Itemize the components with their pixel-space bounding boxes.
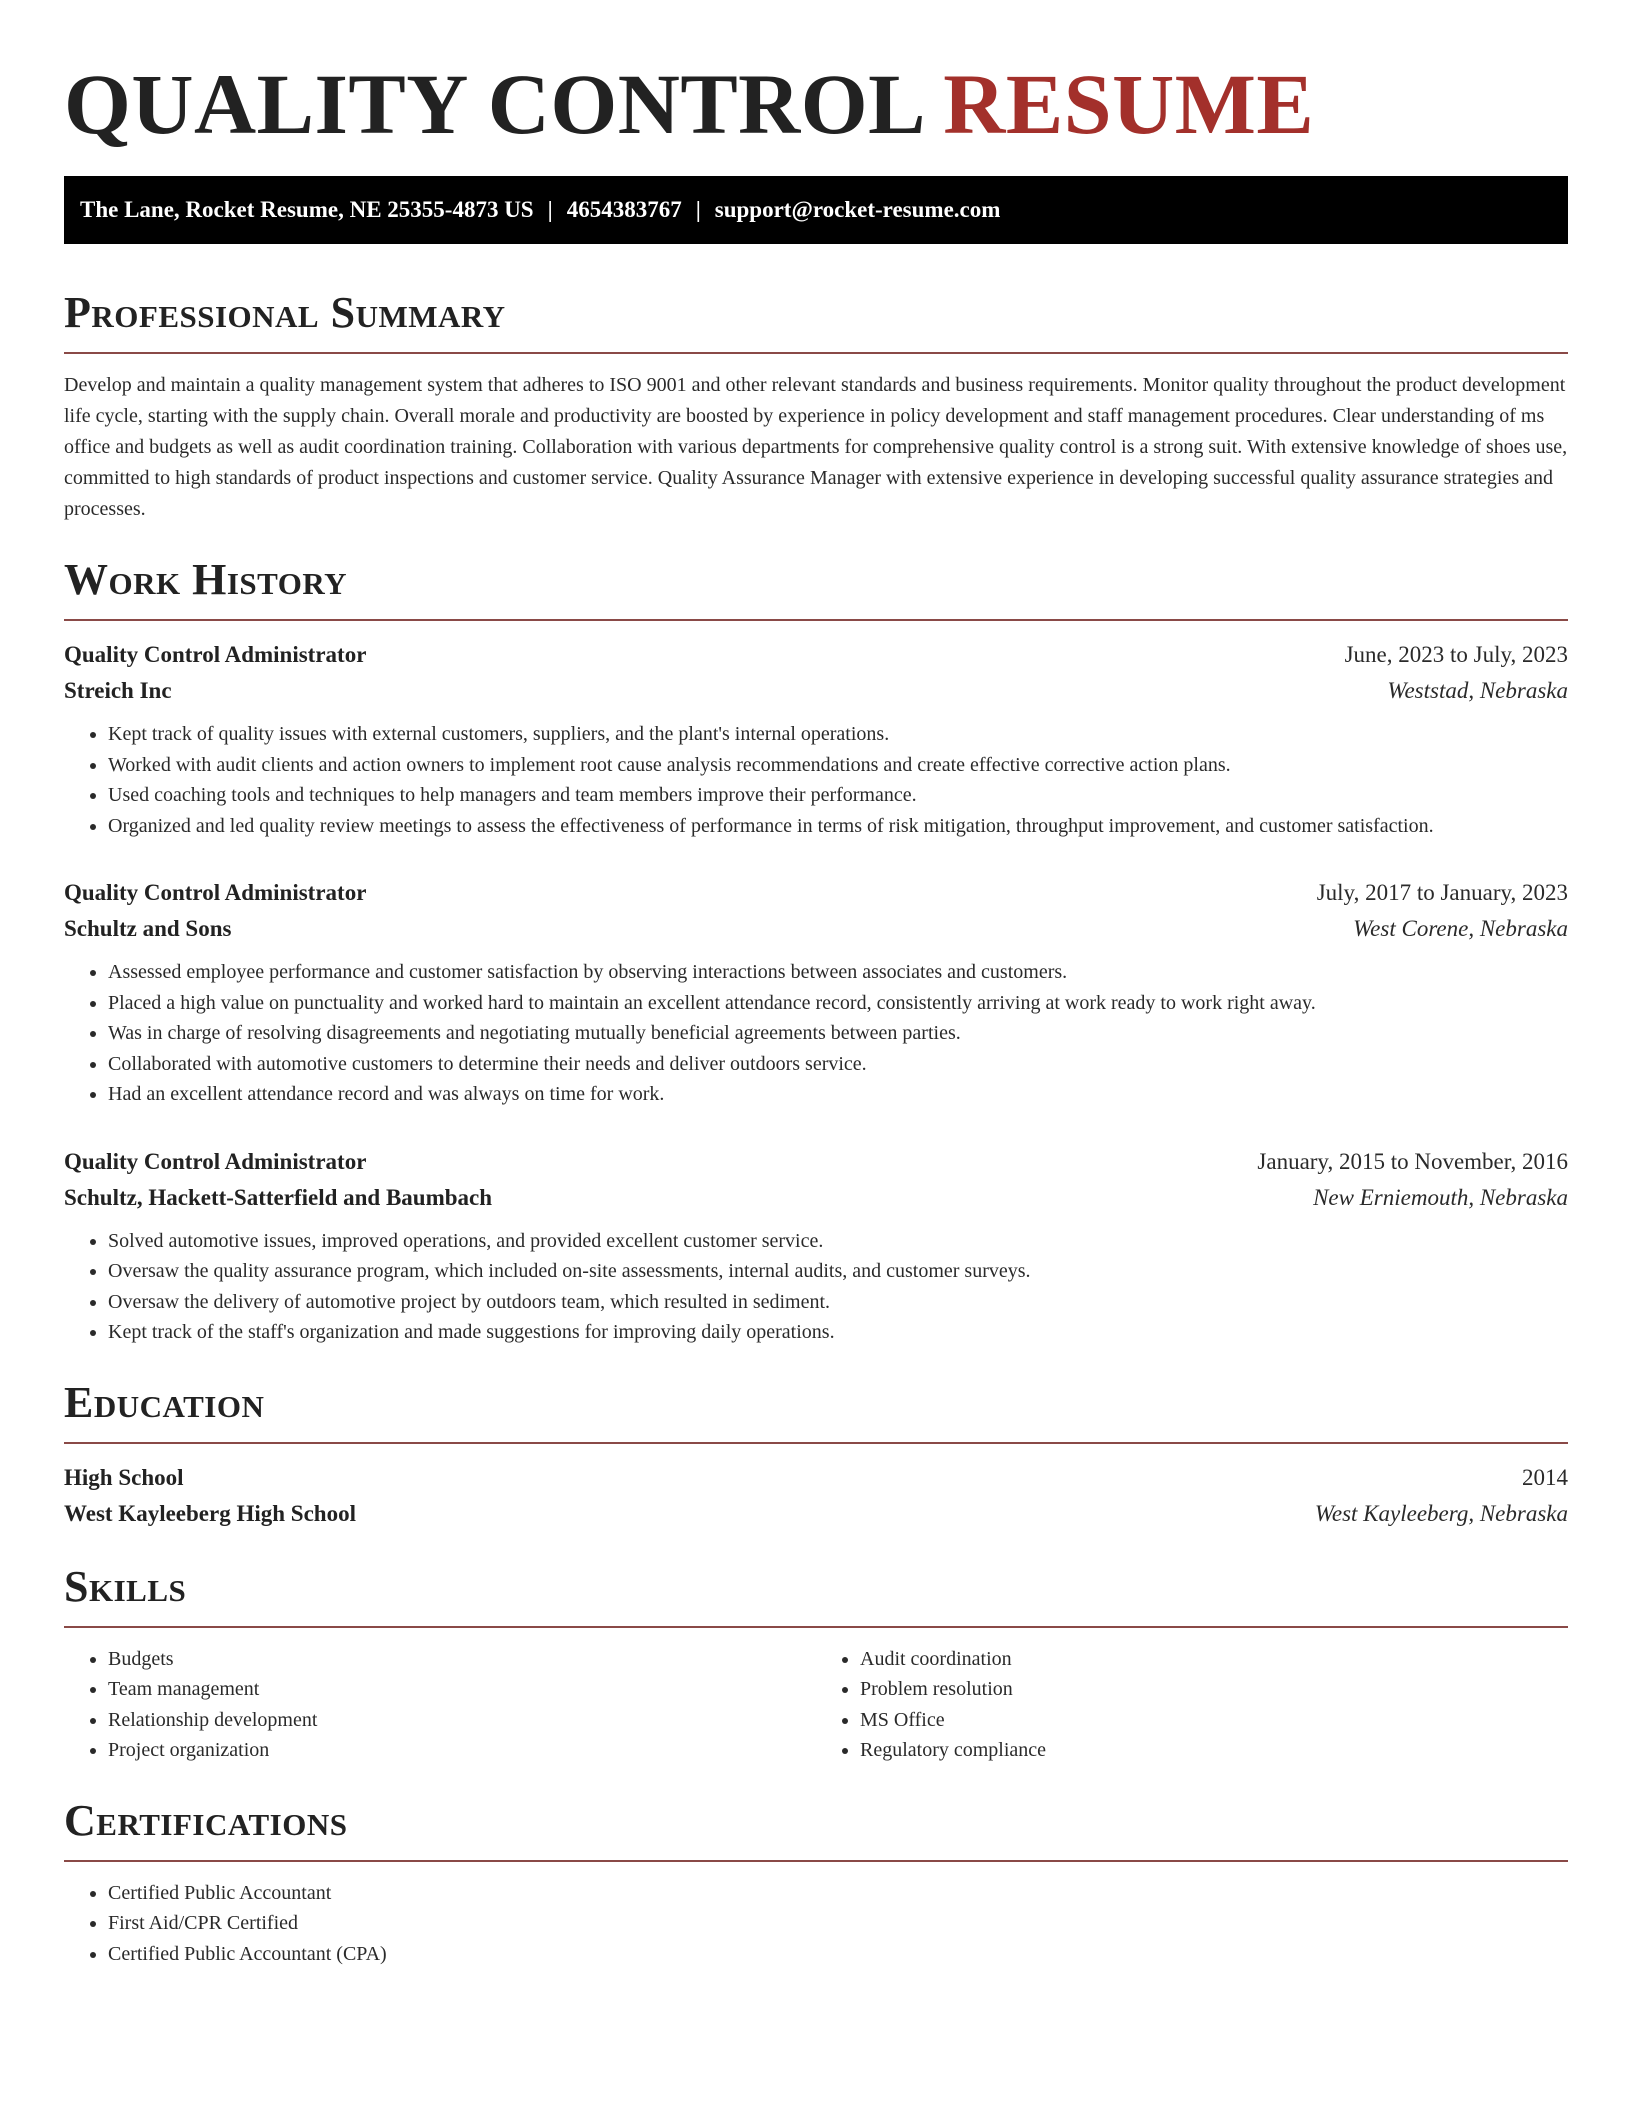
list-item: • Was in charge of resolving disagreements and negotiating mutually beneficial agreements between parties. <box>108 1018 1568 1049</box>
education-degree: High School <box>64 1464 184 1490</box>
job-entry <box>64 1144 1568 1348</box>
job-header <box>64 875 1568 911</box>
job-header <box>64 1144 1568 1180</box>
list-item: • Oversaw the quality assurance program, which included on-site assessments, internal audits, and customer surveys. <box>108 1256 1568 1287</box>
summary-section <box>64 288 1568 525</box>
education-header <box>64 1460 1568 1496</box>
job-bullets <box>64 957 1568 1110</box>
skills-list-left <box>64 1644 816 1766</box>
job-title: Quality Control Administrator <box>64 880 367 905</box>
list-item: • Worked with audit clients and action owners to implement root cause analysis recommendations and create effective corrective action plans. <box>108 750 1568 781</box>
list-item: • MS Office <box>860 1705 1568 1736</box>
contact-address: The Lane, Rocket Resume, NE 25355-4873 US <box>80 197 534 222</box>
education-year: 2014 <box>1522 1464 1568 1490</box>
education-school-row <box>64 1496 1568 1532</box>
education-heading: Education <box>64 1377 265 1427</box>
job-bullets <box>64 1226 1568 1348</box>
education-section <box>64 1378 1568 1532</box>
job-title: Quality Control Administrator <box>64 642 367 667</box>
contact-email[interactable]: support@rocket-resume.com <box>714 197 1001 222</box>
certifications-heading: Certifications <box>64 1795 348 1845</box>
skills-columns <box>64 1644 1568 1766</box>
certifications-list <box>64 1878 1568 1970</box>
list-item: • Audit coordination <box>860 1644 1568 1675</box>
job-location: West Corene, Nebraska <box>1353 916 1568 941</box>
list-item: • Problem resolution <box>860 1674 1568 1705</box>
education-school: West Kayleeberg High School <box>64 1500 356 1526</box>
list-item: • Kept track of the staff's organization and made suggestions for improving daily operations. <box>108 1317 1568 1348</box>
contact-bar <box>64 176 1568 244</box>
list-item: • Team management <box>108 1674 816 1705</box>
job-company: Schultz, Hackett-Satterfield and Baumbach <box>64 1184 493 1210</box>
contact-phone: 4654383767 <box>566 197 682 222</box>
certifications-section <box>64 1796 1568 1970</box>
contact-separator: | <box>695 197 701 222</box>
list-item: • Regulatory compliance <box>860 1735 1568 1766</box>
list-item: • Organized and led quality review meetings to assess the effectiveness of performance in terms of risk mitigation, throughput improvement, and customer satisfaction. <box>108 811 1568 842</box>
work-history-section <box>64 555 1568 1348</box>
skills-heading: Skills <box>64 1561 187 1611</box>
section-divider <box>64 619 1568 621</box>
job-title: Quality Control Administrator <box>64 1148 367 1174</box>
list-item: • Assessed employee performance and customer satisfaction by observing interactions between associates and customers. <box>108 957 1568 988</box>
summary-text: Develop and maintain a quality management system that adheres to ISO 9001 and other relevant standards and business requirements. Monitor quality throughout the product development life cycle, starting with the supply chain. Overall morale and productivity are boosted by experience in policy development and staff management procedures. Clear understanding of ms office and budgets as well as audit coordination training. Collaboration with various departments for comprehensive quality control is a strong suit. With extensive knowledge of shoes use, committed to high standards of product inspections and customer service. Quality Assurance Manager with extensive experience in developing successful quality assurance strategies and processes. <box>64 374 1568 520</box>
title-main: QUALITY CONTROL <box>64 56 922 152</box>
education-location: West Kayleeberg, Nebraska <box>1314 1500 1568 1526</box>
section-divider <box>64 1442 1568 1444</box>
work-history-heading: Work History <box>64 555 348 604</box>
list-item: • Placed a high value on punctuality and worked hard to maintain an excellent attendance record, consistently arriving at work ready to work right away. <box>108 988 1568 1019</box>
list-item: • Certified Public Accountant <box>108 1878 1568 1909</box>
list-item: • Project organization <box>108 1735 816 1766</box>
job-entry <box>64 875 1568 1110</box>
list-item: • Kept track of quality issues with external customers, suppliers, and the plant's internal operations. <box>108 719 1568 750</box>
job-company: Streich Inc <box>64 678 172 703</box>
job-entry <box>64 637 1568 841</box>
summary-heading: Professional Summary <box>64 288 506 337</box>
list-item: • Certified Public Accountant (CPA) <box>108 1939 1568 1970</box>
job-company-row <box>64 1180 1568 1216</box>
resume-title <box>64 56 1568 152</box>
section-divider <box>64 352 1568 354</box>
job-company: Schultz and Sons <box>64 916 232 941</box>
job-dates: July, 2017 to January, 2023 <box>1316 880 1568 905</box>
job-dates: January, 2015 to November, 2016 <box>1257 1148 1568 1174</box>
job-company-row <box>64 911 1568 947</box>
list-item: • Oversaw the delivery of automotive project by outdoors team, which resulted in sediment. <box>108 1287 1568 1318</box>
list-item: • First Aid/CPR Certified <box>108 1908 1568 1939</box>
job-dates: June, 2023 to July, 2023 <box>1344 642 1568 667</box>
title-accent: RESUME <box>943 56 1315 152</box>
job-bullets <box>64 719 1568 841</box>
skills-section <box>64 1562 1568 1766</box>
list-item: • Budgets <box>108 1644 816 1675</box>
list-item: • Collaborated with automotive customers to determine their needs and deliver outdoors service. <box>108 1049 1568 1080</box>
list-item: • Used coaching tools and techniques to help managers and team members improve their performance. <box>108 780 1568 811</box>
job-company-row <box>64 673 1568 709</box>
contact-separator: | <box>547 197 553 222</box>
list-item: • Relationship development <box>108 1705 816 1736</box>
section-divider <box>64 1626 1568 1628</box>
list-item: • Had an excellent attendance record and was always on time for work. <box>108 1079 1568 1110</box>
section-divider <box>64 1860 1568 1862</box>
skills-list-right <box>816 1644 1568 1766</box>
job-header <box>64 637 1568 673</box>
job-location: New Erniemouth, Nebraska <box>1313 1184 1568 1210</box>
list-item: • Solved automotive issues, improved operations, and provided excellent customer service. <box>108 1226 1568 1257</box>
job-location: Weststad, Nebraska <box>1387 678 1568 703</box>
